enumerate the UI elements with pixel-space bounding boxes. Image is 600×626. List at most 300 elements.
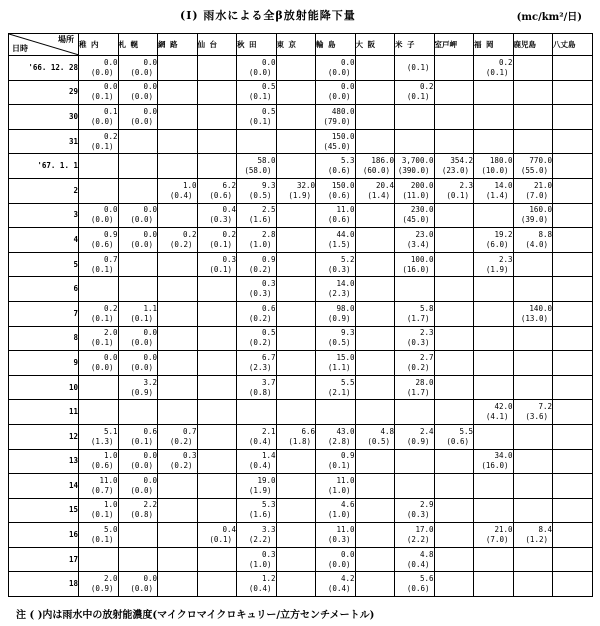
deposition-value: 28.0	[415, 377, 434, 387]
concentration-value: (0.6)	[406, 584, 430, 594]
value-cell	[197, 449, 237, 474]
deposition-value: 20.4	[375, 180, 394, 190]
concentration-value: (16.0)	[402, 264, 430, 274]
value-cell	[316, 252, 356, 277]
value-cell	[395, 498, 435, 523]
value-cell	[434, 547, 474, 572]
value-cell	[276, 351, 316, 376]
value-cell	[118, 80, 158, 105]
value-cell	[513, 105, 553, 130]
deposition-value: 0.2	[103, 131, 118, 141]
value-cell	[395, 326, 435, 351]
value-cell	[197, 351, 237, 376]
value-cell	[513, 80, 553, 105]
concentration-value: (1.9)	[248, 485, 272, 495]
concentration-value: (0.2)	[248, 264, 272, 274]
deposition-value: 8.4	[538, 525, 552, 535]
value-cell	[276, 252, 316, 277]
deposition-value: 5.3	[340, 156, 355, 166]
deposition-value: 2.2	[143, 500, 157, 510]
concentration-value: (45.0)	[323, 141, 351, 151]
deposition-value: 2.3	[498, 254, 513, 264]
value-cell	[474, 375, 514, 400]
value-cell	[355, 400, 395, 425]
value-cell	[79, 129, 119, 154]
deposition-value: 2.7	[419, 352, 434, 362]
value-cell	[434, 252, 474, 277]
deposition-value: 9.3	[261, 180, 276, 190]
concentration-value: (0.2)	[406, 362, 430, 372]
date-cell: 30	[9, 105, 79, 130]
deposition-value: 0.0	[143, 451, 157, 461]
value-cell	[316, 400, 356, 425]
deposition-value: 0.0	[143, 475, 157, 485]
concentration-value: (0.0)	[130, 239, 153, 249]
value-cell	[553, 547, 593, 572]
deposition-value: 19.0	[257, 475, 276, 485]
concentration-value: (13.0)	[520, 313, 548, 323]
concentration-value: (0.6)	[327, 190, 351, 200]
deposition-value: 0.9	[103, 229, 118, 239]
deposition-value: 100.0	[410, 254, 434, 264]
value-cell	[513, 547, 553, 572]
deposition-value: 1.0	[103, 451, 118, 461]
value-cell	[513, 129, 553, 154]
station-header: 室戸岬	[434, 34, 474, 56]
deposition-value: 0.0	[143, 352, 157, 362]
deposition-value: 2.8	[261, 229, 276, 239]
value-cell	[276, 498, 316, 523]
station-header: 鹿児島	[513, 34, 553, 56]
value-cell	[237, 400, 277, 425]
concentration-value: (0.4)	[327, 584, 351, 594]
deposition-value: 5.5	[340, 377, 355, 387]
concentration-value: (0.6)	[327, 215, 351, 225]
concentration-value: (1.0)	[327, 510, 351, 520]
deposition-value: 3.7	[261, 377, 276, 387]
concentration-value: (0.0)	[130, 338, 153, 348]
deposition-value: 11.0	[336, 525, 355, 535]
value-cell	[316, 547, 356, 572]
concentration-value: (0.4)	[406, 559, 430, 569]
value-cell	[237, 129, 277, 154]
value-cell	[553, 252, 593, 277]
unit-label: (mc/km²/日)	[516, 12, 582, 23]
concentration-value: (0.0)	[90, 215, 114, 225]
deposition-value: 15.0	[336, 352, 355, 362]
value-cell	[474, 400, 514, 425]
value-cell	[118, 572, 158, 597]
deposition-value: 0.7	[182, 426, 197, 436]
value-cell	[553, 301, 593, 326]
value-cell	[316, 56, 356, 81]
table-row	[9, 375, 593, 400]
deposition-value: 770.0	[529, 156, 552, 166]
value-cell	[197, 252, 237, 277]
station-axis-label: 場所	[58, 35, 74, 44]
concentration-value: (0.6)	[446, 436, 469, 446]
deposition-value: 1.0	[103, 500, 118, 510]
value-cell	[276, 129, 316, 154]
deposition-value: 2.1	[261, 426, 276, 436]
value-cell	[237, 375, 277, 400]
deposition-value: 2.0	[103, 574, 118, 584]
value-cell	[553, 178, 593, 203]
deposition-value: 5.2	[340, 254, 355, 264]
deposition-value: 5.0	[103, 525, 118, 535]
value-cell	[79, 228, 119, 253]
value-cell	[79, 424, 119, 449]
value-cell	[118, 375, 158, 400]
value-cell	[395, 277, 435, 302]
deposition-value: 0.5	[261, 106, 276, 116]
value-cell	[316, 80, 356, 105]
concentration-value: (45.0)	[402, 215, 430, 225]
value-cell	[158, 56, 198, 81]
value-cell	[513, 203, 553, 228]
concentration-value: (0.1)	[130, 313, 153, 323]
station-header: 輪 島	[316, 34, 356, 56]
value-cell	[276, 301, 316, 326]
concentration-value: (1.5)	[327, 239, 351, 249]
value-cell	[158, 498, 198, 523]
deposition-value: 200.0	[410, 180, 434, 190]
concentration-value: (2.1)	[327, 387, 351, 397]
value-cell	[197, 424, 237, 449]
value-cell	[158, 301, 198, 326]
concentration-value: (1.9)	[485, 264, 509, 274]
value-cell	[434, 178, 474, 203]
concentration-value: (1.7)	[406, 387, 430, 397]
deposition-value: 2.9	[419, 500, 434, 510]
concentration-value: (0.6)	[327, 166, 351, 176]
value-cell	[118, 400, 158, 425]
value-cell	[237, 56, 277, 81]
value-cell	[276, 105, 316, 130]
value-cell	[197, 400, 237, 425]
concentration-value: (2.3)	[327, 289, 351, 299]
concentration-value: (16.0)	[481, 461, 509, 471]
station-header: 稚 内	[79, 34, 119, 56]
table-row	[9, 523, 593, 548]
concentration-value: (0.1)	[209, 239, 232, 249]
deposition-value: 0.2	[419, 82, 434, 92]
value-cell	[553, 56, 593, 81]
value-cell	[158, 252, 198, 277]
table-row	[9, 498, 593, 523]
value-cell	[197, 105, 237, 130]
concentration-value: (0.0)	[130, 362, 153, 372]
value-cell	[553, 572, 593, 597]
value-cell	[276, 424, 316, 449]
table-row	[9, 572, 593, 597]
value-cell	[513, 523, 553, 548]
value-cell	[237, 178, 277, 203]
concentration-value: (0.1)	[90, 510, 114, 520]
deposition-value: 0.0	[340, 82, 355, 92]
value-cell	[355, 56, 395, 81]
value-cell	[118, 203, 158, 228]
value-cell	[355, 80, 395, 105]
concentration-value: (0.1)	[406, 92, 430, 102]
table-row	[9, 80, 593, 105]
concentration-value: (0.9)	[327, 313, 351, 323]
value-cell	[355, 203, 395, 228]
date-axis-label: 日時	[12, 44, 28, 53]
concentration-value: (2.3)	[248, 362, 272, 372]
value-cell	[553, 498, 593, 523]
value-cell	[355, 523, 395, 548]
concentration-value: (0.0)	[130, 584, 153, 594]
table-row	[9, 129, 593, 154]
value-cell	[79, 154, 119, 179]
concentration-value: (10.0)	[481, 166, 509, 176]
value-cell	[474, 572, 514, 597]
value-cell	[316, 277, 356, 302]
concentration-value: (0.1)	[90, 338, 114, 348]
value-cell	[79, 326, 119, 351]
value-cell	[355, 154, 395, 179]
deposition-value: 140.0	[529, 303, 552, 313]
value-cell	[553, 424, 593, 449]
value-cell	[237, 523, 277, 548]
value-cell	[118, 424, 158, 449]
value-cell	[553, 375, 593, 400]
concentration-value: (0.1)	[446, 190, 469, 200]
value-cell	[276, 449, 316, 474]
value-cell	[79, 203, 119, 228]
deposition-value: 4.8	[419, 549, 434, 559]
value-cell	[316, 228, 356, 253]
deposition-value: 0.9	[340, 451, 355, 461]
deposition-value: 0.6	[261, 303, 276, 313]
table-row	[9, 449, 593, 474]
value-cell	[474, 424, 514, 449]
value-cell	[197, 523, 237, 548]
value-cell	[79, 523, 119, 548]
value-cell	[513, 498, 553, 523]
value-cell	[276, 178, 316, 203]
deposition-value: 14.0	[336, 279, 355, 289]
station-header: 網 路	[158, 34, 198, 56]
value-cell	[513, 154, 553, 179]
deposition-value: 0.2	[103, 303, 118, 313]
value-cell	[316, 449, 356, 474]
deposition-value: 11.0	[336, 205, 355, 215]
concentration-value: (0.3)	[209, 215, 232, 225]
deposition-value: 0.2	[222, 229, 236, 239]
value-cell	[434, 129, 474, 154]
table-row	[9, 105, 593, 130]
value-cell	[553, 277, 593, 302]
value-cell	[395, 80, 435, 105]
value-cell	[513, 375, 553, 400]
value-cell	[513, 178, 553, 203]
value-cell	[434, 424, 474, 449]
value-cell	[355, 178, 395, 203]
concentration-value: (0.1)	[90, 141, 114, 151]
concentration-value: (0.9)	[90, 584, 114, 594]
deposition-value: 0.4	[222, 525, 236, 535]
concentration-value: (1.0)	[327, 485, 351, 495]
concentration-value: (0.5)	[327, 338, 351, 348]
concentration-value: (1.6)	[248, 510, 272, 520]
concentration-value: (1.4)	[485, 190, 509, 200]
deposition-value: 1.4	[261, 451, 276, 461]
value-cell	[316, 326, 356, 351]
table-row	[9, 203, 593, 228]
concentration-value: (0.1)	[485, 67, 509, 77]
value-cell	[276, 547, 316, 572]
value-cell	[355, 424, 395, 449]
value-cell	[237, 326, 277, 351]
concentration-value: (0.0)	[327, 92, 351, 102]
concentration-value: (0.3)	[406, 338, 430, 348]
deposition-value: 7.2	[538, 402, 552, 412]
value-cell	[553, 80, 593, 105]
concentration-value: (3.6)	[525, 412, 548, 422]
value-cell	[197, 498, 237, 523]
value-cell	[237, 154, 277, 179]
value-cell	[316, 375, 356, 400]
concentration-value: (0.1)	[327, 461, 351, 471]
value-cell	[474, 523, 514, 548]
value-cell	[118, 228, 158, 253]
concentration-value: (55.0)	[520, 166, 548, 176]
value-cell	[513, 228, 553, 253]
deposition-value: 0.0	[103, 57, 118, 67]
station-header: 札 幌	[118, 34, 158, 56]
concentration-value: (6.0)	[485, 239, 509, 249]
value-cell	[513, 56, 553, 81]
deposition-value: 42.0	[494, 402, 513, 412]
value-cell	[395, 449, 435, 474]
concentration-value: (0.4)	[248, 584, 272, 594]
value-cell	[434, 326, 474, 351]
value-cell	[355, 449, 395, 474]
concentration-value: (2.2)	[248, 535, 272, 545]
value-cell	[355, 105, 395, 130]
value-cell	[197, 474, 237, 499]
table-row	[9, 228, 593, 253]
value-cell	[118, 56, 158, 81]
deposition-value: 160.0	[529, 205, 552, 215]
concentration-value: (3.4)	[406, 239, 430, 249]
date-cell: 4	[9, 228, 79, 253]
value-cell	[513, 572, 553, 597]
concentration-value: (1.3)	[90, 436, 114, 446]
concentration-value: (0.0)	[90, 67, 114, 77]
value-cell	[553, 154, 593, 179]
value-cell	[118, 154, 158, 179]
value-cell	[79, 252, 119, 277]
value-cell	[276, 375, 316, 400]
station-header: 福 岡	[474, 34, 514, 56]
value-cell	[158, 326, 198, 351]
value-cell	[276, 228, 316, 253]
deposition-value: 14.0	[494, 180, 513, 190]
deposition-value: 186.0	[371, 156, 394, 166]
concentration-value: (0.8)	[248, 387, 272, 397]
station-header: 仙 台	[197, 34, 237, 56]
station-header: 東 京	[276, 34, 316, 56]
value-cell	[553, 523, 593, 548]
value-cell	[276, 203, 316, 228]
value-cell	[237, 572, 277, 597]
value-cell	[118, 252, 158, 277]
value-cell	[553, 449, 593, 474]
concentration-value: (0.0)	[130, 485, 153, 495]
deposition-value: 0.3	[182, 451, 197, 461]
value-cell	[395, 474, 435, 499]
value-cell	[118, 474, 158, 499]
deposition-value: 3,700.0	[401, 156, 434, 166]
deposition-value: 1.0	[182, 180, 197, 190]
deposition-value: 0.0	[340, 549, 355, 559]
value-cell	[474, 474, 514, 499]
value-cell	[355, 228, 395, 253]
value-cell	[474, 498, 514, 523]
value-cell	[395, 547, 435, 572]
concentration-value: (1.1)	[327, 362, 351, 372]
value-cell	[276, 80, 316, 105]
deposition-value: 4.2	[340, 574, 355, 584]
value-cell	[316, 301, 356, 326]
value-cell	[434, 80, 474, 105]
value-cell	[434, 498, 474, 523]
value-cell	[513, 424, 553, 449]
value-cell	[79, 178, 119, 203]
value-cell	[237, 449, 277, 474]
deposition-value: 0.0	[143, 574, 157, 584]
table-title: (Ⅰ) 雨水による全β放射能降下量	[180, 9, 356, 22]
deposition-value: 0.1	[103, 106, 118, 116]
table-body	[9, 56, 593, 597]
value-cell	[237, 105, 277, 130]
concentration-value: (2.2)	[406, 535, 430, 545]
deposition-value: 11.0	[336, 475, 355, 485]
value-cell	[316, 129, 356, 154]
deposition-value: 0.0	[261, 57, 276, 67]
concentration-value: (0.2)	[169, 436, 193, 446]
table-row	[9, 301, 593, 326]
value-cell	[276, 56, 316, 81]
deposition-value: 0.0	[143, 106, 157, 116]
concentration-value: (0.0)	[130, 116, 153, 126]
value-cell	[158, 375, 198, 400]
value-cell	[237, 474, 277, 499]
concentration-value: (1.4)	[367, 190, 390, 200]
date-cell: 5	[9, 252, 79, 277]
deposition-value: 5.1	[103, 426, 118, 436]
concentration-value: (0.4)	[248, 461, 272, 471]
value-cell	[474, 203, 514, 228]
deposition-value: 1.2	[261, 574, 276, 584]
value-cell	[118, 178, 158, 203]
value-cell	[237, 228, 277, 253]
deposition-value: 0.0	[103, 352, 118, 362]
deposition-value: 2.5	[261, 205, 276, 215]
concentration-value: (1.9)	[288, 190, 311, 200]
value-cell	[79, 301, 119, 326]
value-cell	[395, 400, 435, 425]
value-cell	[434, 203, 474, 228]
value-cell	[158, 572, 198, 597]
value-cell	[474, 301, 514, 326]
deposition-value: 0.3	[261, 549, 276, 559]
concentration-value: (0.1)	[209, 264, 232, 274]
deposition-value: 2.0	[103, 328, 118, 338]
